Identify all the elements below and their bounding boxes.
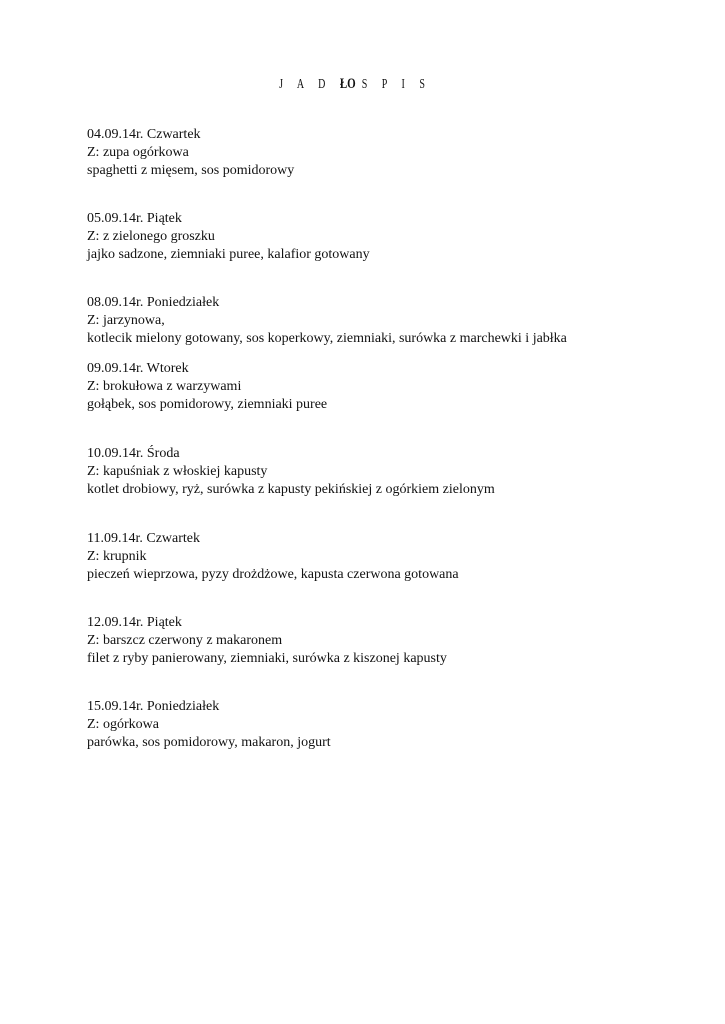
menu-soup: Z: krupnik xyxy=(87,549,147,564)
menu-soup: Z: z zielonego groszku xyxy=(87,229,215,244)
menu-entry xyxy=(87,530,687,584)
menu-main-course: kotlecik mielony gotowany, sos koperkowy, ziemniaki, surówka z marchewki i jabłka xyxy=(87,331,567,346)
menu-main-course: parówka, sos pomidorowy, makaron, jogurt xyxy=(87,735,331,750)
title-part-2: S P I S xyxy=(361,77,431,93)
menu-entry xyxy=(87,126,687,180)
menu-date: 05.09.14r. Piątek xyxy=(87,211,182,226)
menu-entry xyxy=(87,445,687,499)
menu-date: 04.09.14r. Czwartek xyxy=(87,127,201,142)
menu-main-course: gołąbek, sos pomidorowy, ziemniaki puree xyxy=(87,397,328,412)
menu-date: 11.09.14r. Czwartek xyxy=(87,531,201,546)
menu-soup: Z: kapuśniak z włoskiej kapusty xyxy=(87,464,268,479)
menu-entry xyxy=(87,294,687,348)
menu-main-course: spaghetti z mięsem, sos pomidorowy xyxy=(87,163,295,178)
menu-entry xyxy=(87,614,687,668)
menu-main-course: pieczeń wieprzowa, pyzy drożdżowe, kapusta czerwona gotowana xyxy=(87,567,459,582)
menu-soup: Z: barszcz czerwony z makaronem xyxy=(87,633,283,648)
menu-entry xyxy=(87,698,687,752)
menu-soup: Z: brokułowa z warzywami xyxy=(87,379,242,394)
menu-soup: Z: jarzynowa, xyxy=(87,313,165,328)
menu-date: 09.09.14r. Wtorek xyxy=(87,361,189,376)
menu-main-course: jajko sadzone, ziemniaki puree, kalafior gotowany xyxy=(87,247,370,262)
title-bold-part: ŁO xyxy=(339,76,356,93)
menu-date: 10.09.14r. Środa xyxy=(87,446,180,461)
page-title xyxy=(0,76,710,92)
menu-main-course: filet z ryby panierowany, ziemniaki, surówka z kiszonej kapusty xyxy=(87,651,447,666)
menu-date: 15.09.14r. Poniedziałek xyxy=(87,699,220,714)
menu-soup: Z: zupa ogórkowa xyxy=(87,145,189,160)
title-part-1: J A D xyxy=(279,77,340,93)
menu-entry xyxy=(87,360,687,414)
menu-soup: Z: ogórkowa xyxy=(87,717,159,732)
menu-main-course: kotlet drobiowy, ryż, surówka z kapusty pekińskiej z ogórkiem zielonym xyxy=(87,482,495,497)
menu-date: 08.09.14r. Poniedziałek xyxy=(87,295,220,310)
menu-entry xyxy=(87,210,687,264)
menu-date: 12.09.14r. Piątek xyxy=(87,615,182,630)
